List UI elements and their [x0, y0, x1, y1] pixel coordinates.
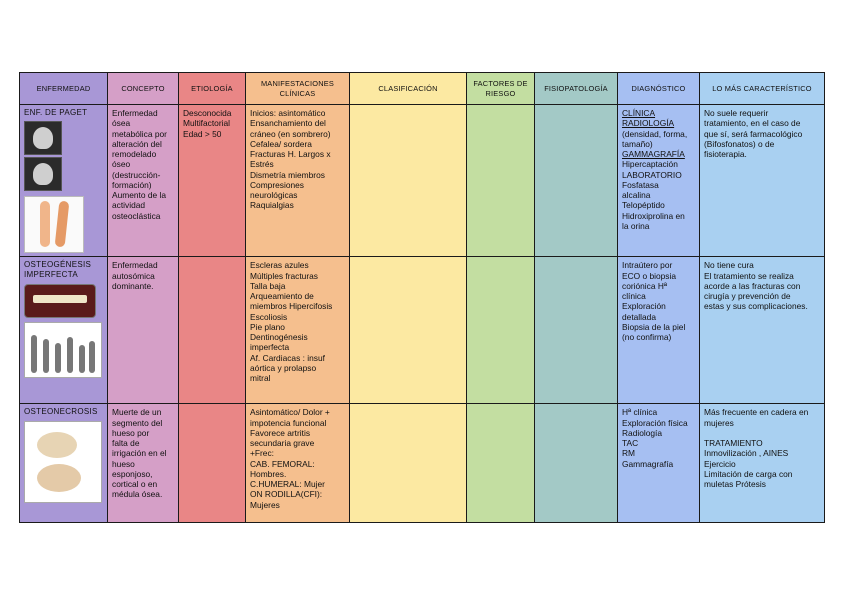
header-diagnostico: DIAGNÓSTICO [618, 73, 700, 105]
cell-manifestaciones: Escleras azules Múltiples fracturas Talla baja Arqueamiento de miembros Hipercifosis Escoliosis Pie plano Dentinogénesis imperfecta Af. Cardiacas : insuf aórtica y prolapso mitral [246, 257, 350, 404]
header-concepto: CONCEPTO [108, 73, 179, 105]
header-row [20, 73, 825, 105]
cell-etiologia [179, 404, 246, 523]
diagnostico-radiologia: RADIOLOGÍA [622, 118, 675, 129]
diagnostico-resto: Hipercaptación LABORATORIO Fosfatasa alcalina Telopéptido Hidroxiprolina en la orina [622, 159, 685, 231]
cell-etiologia: Desconocida Multifactorial Edad > 50 [179, 105, 246, 257]
header-etiologia: ETIOLOGÍA [179, 73, 246, 105]
disease-summary-table [19, 72, 825, 523]
cell-factores [467, 105, 535, 257]
skeleton-figures-illustration [24, 322, 102, 378]
header-caracteristico: LO MÁS CARACTERÍSTICO [700, 73, 825, 105]
cell-concepto: Enfermedad autosómica dominante. [108, 257, 179, 404]
table-row [20, 257, 825, 404]
header-enfermedad: ENFERMEDAD [20, 73, 108, 105]
disease-name: OSTEOGÉNESIS IMPERFECTA [24, 260, 92, 279]
skull-xray-image [24, 121, 103, 194]
cell-clasificacion [350, 404, 467, 523]
skull-xray-front-image [24, 121, 62, 155]
cell-diagnostico [618, 105, 700, 257]
bowed-legs-illustration [24, 196, 84, 253]
cell-concepto: Enfermedad ósea metabólica por alteración del remodelado óseo (destrucción- formación) Aumento de la actividad osteoclástica [108, 105, 179, 257]
femoral-head-illustration [24, 421, 102, 503]
cell-caracteristico: No suele requerir tratamiento, en el caso de que sí, será farmacológico (Bifosfonatos) o de fisioterapia. [700, 105, 825, 257]
table-row [20, 404, 825, 523]
diagnostico-gammagrafia: GAMMAGRAFÍA [622, 149, 685, 159]
table-row [20, 105, 825, 257]
cell-caracteristico: No tiene cura El tratamiento se realiza acorde a las fracturas con cirugía y prevención de estas y sus complicaciones. [700, 257, 825, 404]
cell-clasificacion [350, 257, 467, 404]
cell-fisiopatologia [535, 105, 618, 257]
diagnostico-radiologia-detalle: (densidad, forma, tamaño) [622, 128, 688, 149]
cell-factores [467, 404, 535, 523]
cell-clasificacion [350, 105, 467, 257]
disease-name: OSTEONECROSIS [24, 407, 98, 417]
cell-fisiopatologia [535, 404, 618, 523]
cell-concepto: Muerte de un segmento del hueso por falta de irrigación en el hueso esponjoso, cortical o en médula ósea. [108, 404, 179, 523]
cell-diagnostico: Hª clínica Exploración física Radiología TAC RM Gammagrafía [618, 404, 700, 523]
cell-enfermedad [20, 257, 108, 404]
cell-etiologia [179, 257, 246, 404]
cell-factores [467, 257, 535, 404]
cell-manifestaciones: Inicios: asintomático Ensanchamiento del cráneo (en sombrero) Cefalea/ sordera Fracturas H. Largos x Estrés Dismetría miembros Compresiones neurológicas Raquialgias [246, 105, 350, 257]
disease-name: ENF. DE PAGET [24, 108, 88, 117]
cell-manifestaciones: Asintomático/ Dolor + impotencia funcional Favorece artritis secundaria grave +Frec: CAB. FEMORAL: Hombres. C.HUMERAL: Mujer ON RODILLA(CFI): Mujeres [246, 404, 350, 523]
diagnostico-clinica: CLÍNICA [622, 108, 656, 118]
cell-enfermedad [20, 404, 108, 523]
cell-caracteristico: Más frecuente en cadera en mujeres TRATAMIENTO Inmovilización , AINES Ejercicio Limitación de carga con muletas Prótesis [700, 404, 825, 523]
header-manifestaciones: MANIFESTACIONES CLÍNICAS [246, 73, 350, 105]
skull-xray-side-image [24, 157, 62, 191]
cell-fisiopatologia [535, 257, 618, 404]
cell-diagnostico: Intraútero por ECO o biopsia coriónica Hª clínica Exploración detallada Biopsia de la piel (no confirma) [618, 257, 700, 404]
teeth-photo-image [24, 284, 96, 318]
header-clasificacion: CLASIFICACIÓN [350, 73, 467, 105]
cell-enfermedad [20, 105, 108, 257]
header-fisiopatologia: FISIOPATOLOGÍA [535, 73, 618, 105]
header-factores: FACTORES DE RIESGO [467, 73, 535, 105]
